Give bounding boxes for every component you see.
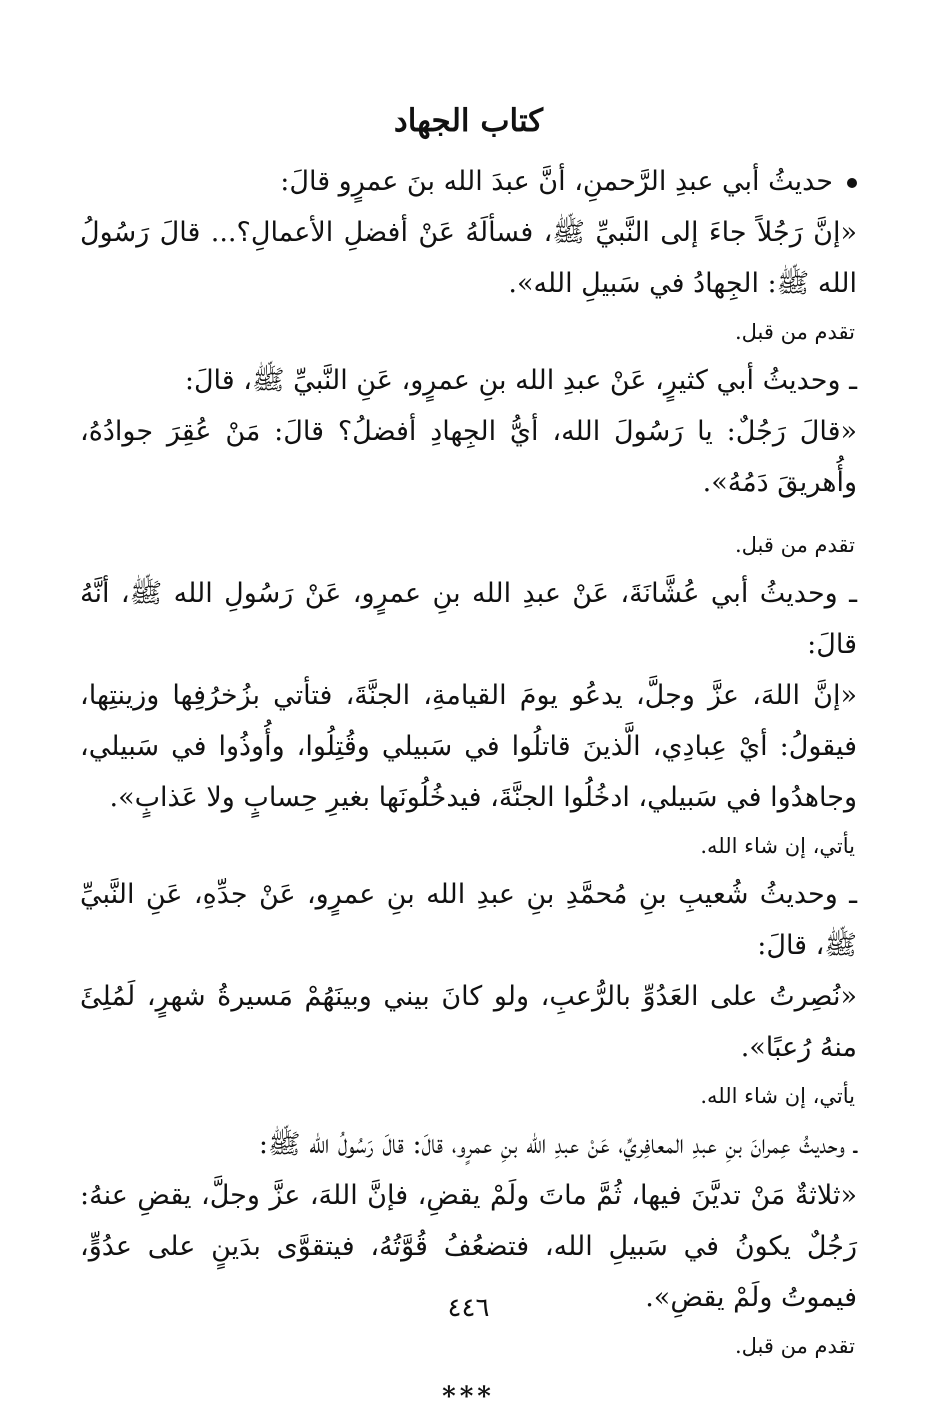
spacer	[80, 508, 857, 522]
hadith-note: تقدم من قبل.	[734, 533, 855, 557]
hadith-note: يأتي، إن شاء الله.	[700, 834, 855, 858]
page-number: ٤٤٦	[447, 1293, 490, 1323]
hadith-text: «نُصِرتُ على العَدُوِّ بالرُّعبِ، ولو كانَ بيني وبينَهُمْ مَسيرةُ شهرٍ، لَمُلِئَ منهُ رُعبًا».	[80, 981, 857, 1063]
bullet-icon	[847, 178, 857, 188]
hadith-text: «قالَ رَجُلٌ: يا رَسُولَ الله، أيُّ الجِهادِ أفضلُ؟ قالَ: مَنْ عُقِرَ جوادُهُ، وأُهريقَ دَمُهُ».	[80, 416, 857, 498]
page-content	[80, 96, 857, 1417]
hadith-heading: ـ وحديثُ أبي عُشَّانَةَ، عَنْ عبدِ الله بنِ عمرٍو، عَنْ رَسُولِ الله ﷺ، أنَّهُ قالَ:	[80, 578, 857, 660]
hadith-heading: ـ وحديثُ أبي كثيرٍ، عَنْ عبدِ الله بنِ عمرٍو، عَنِ النَّبيِّ ﷺ، قالَ:	[184, 365, 857, 396]
hadith-heading: ـ وحديثُ شُعيبِ بنِ مُحمَّدِ بنِ عبدِ الله بنِ عمرٍو، عَنْ جدِّهِ، عَنِ النَّبيِّ ﷺ، قالَ:	[80, 879, 857, 961]
hadith-text: «إنَّ رَجُلاً جاءَ إلى النَّبيِّ ﷺ، فسألَهُ عَنْ أفضلِ الأعمالِ؟... قالَ رَسُولُ الله ﷺ: الجِهادُ في سَبيلِ الله».	[80, 217, 857, 299]
hadith-heading-text: حديثُ أبي عبدِ الرَّحمنِ، أنَّ عبدَ الله بنَ عمرٍو قالَ:	[280, 166, 833, 197]
hadith-note: تقدم من قبل.	[734, 1334, 855, 1358]
hadith-heading: ـ وحديثُ عِمرانَ بنِ عبدِ المعافِريِّ، عَنْ عبدِ الله بنِ عمرٍو، قالَ: قالَ رَسُولُ الله ﷺ:	[258, 1129, 857, 1160]
section-separator: ***	[442, 1382, 495, 1412]
hadith-note: يأتي، إن شاء الله.	[700, 1084, 855, 1108]
hadith-heading	[80, 156, 857, 207]
hadith-text: «ثلاثةٌ مَنْ تديَّنَ فيها، ثُمَّ ماتَ ولَمْ يقضِ، فإنَّ اللهَ، عزَّ وجلَّ، يقضِ عنهُ: رَجُلٌ يكونُ في سَبيلِ الله، فتضعُفُ قُوَّتُهُ، فيتقوَّى بدَينٍ على عدُوٍّ، فيموتُ ولَمْ يقضِ».	[80, 1180, 857, 1313]
page-title: كتاب الجهاد	[393, 103, 544, 139]
hadith-note: تقدم من قبل.	[734, 320, 855, 344]
hadith-text: «إنَّ اللهَ، عزَّ وجلَّ، يدعُو يومَ القيامةِ، الجنَّةَ، فتأتي بزُخرُفِها وزينتِها، فيقولُ: أيْ عِبادِي، الَّذينَ قاتلُوا في سَبيلي وقُتِلُوا، وأُوذُوا في سَبيلي، وجاهدُوا في سَبيلي، ادخُلُوا الجنَّةَ، فيدخُلُونَها بغيرِ حِسابٍ ولا عَذابٍ».	[80, 680, 857, 813]
